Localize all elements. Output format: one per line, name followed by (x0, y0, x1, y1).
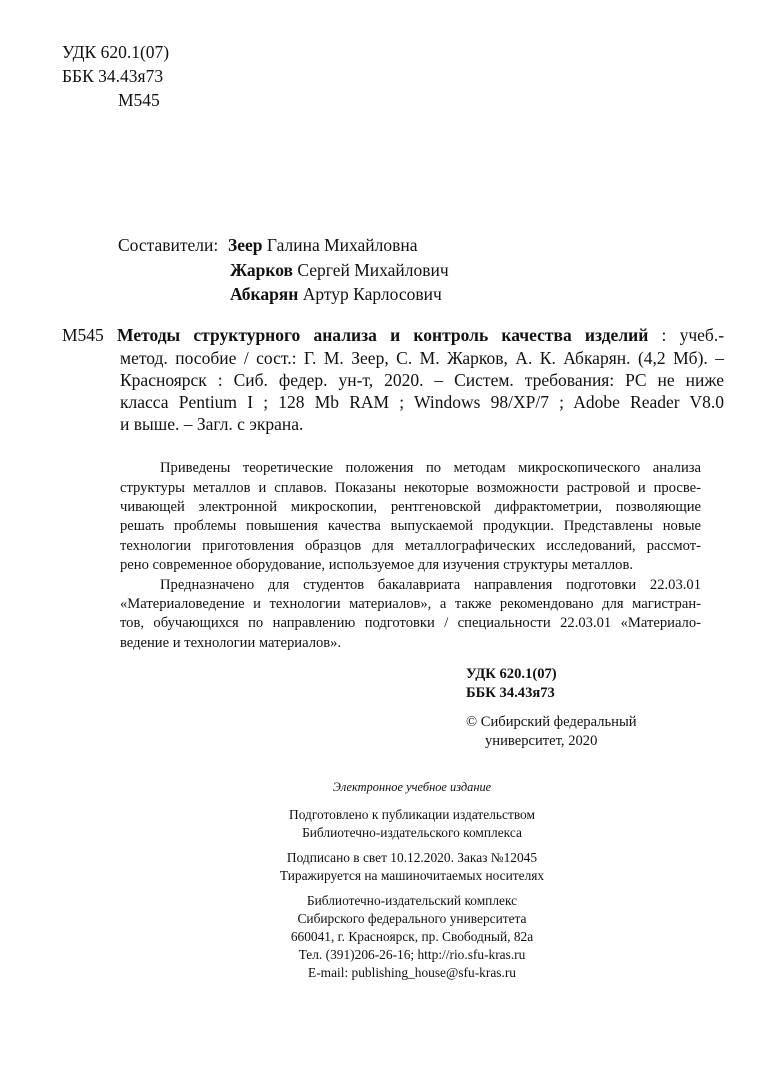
imprint-line: 660041, г. Красноярск, пр. Свободный, 82а (290, 929, 534, 944)
author-mark: М545 (118, 90, 160, 110)
copyright-line-1: © Сибирский федеральный (466, 714, 637, 730)
given-name: Галина Михайловна (266, 235, 418, 255)
bibliographic-line: метод. пособие / сост.: Г. М. Зеер, С. М. Жарков, А. К. Абкарян. (4,2 Мб). – (120, 348, 724, 368)
imprint-line: Тел. (391)206-26-16; http://rio.sfu-kras.ru (298, 947, 526, 962)
annotation-line: тов, обучающихся по направлению подготовки / специальности 22.03.01 «Материало- (120, 615, 701, 631)
imprint-line: Тиражируется на машиночитаемых носителях (279, 868, 545, 883)
book-title: Методы структурного анализа и контроль качества изделий (117, 325, 649, 345)
bib-text: : учеб.- (661, 325, 725, 345)
compiler-1 (228, 235, 418, 256)
bbk-code: ББК 34.43я73 (62, 66, 164, 86)
imprint-line: Подписано в свет 10.12.2020. Заказ №12045 (286, 850, 538, 865)
surname: Жарков (230, 260, 293, 280)
compiler-2 (230, 260, 449, 281)
annotation-line: чивающей электронной микроскопии, рентгеновской дифрактометрии, позволяющие (120, 499, 701, 515)
annotation-line: технологии приготовления образцов для металлографических исследований, рассмот- (120, 538, 701, 554)
edition-type: Электронное учебное издание (332, 780, 492, 794)
imprint-line: E-mail: publishing_house@sfu-kras.ru (308, 965, 516, 980)
surname: Зеер (228, 235, 263, 255)
compilers-label: Составители: (118, 235, 219, 255)
imprint-line: Сибирского федерального университета (297, 911, 527, 926)
annotation-line: решать проблемы повышения качества выпускаемой продукции. Представлены новые (120, 518, 701, 534)
annotation-line: «Материаловедение и технологии материалов», а также рекомендовано для магистран- (120, 596, 701, 612)
annotation-line: ведение и технологии материалов». (120, 635, 342, 651)
compiler-3 (230, 284, 442, 305)
surname: Абкарян (230, 284, 299, 304)
imprint-line: Подготовлено к публикации издательством (289, 807, 535, 822)
imprint-line: Библиотечно-издательский комплекс (306, 893, 518, 908)
copyright-line-2: университет, 2020 (485, 733, 598, 749)
bibliographic-line: и выше. – Загл. с экрана. (120, 414, 304, 434)
footer-udk: УДК 620.1(07) (466, 666, 557, 682)
annotation-line: структуры металлов и сплавов. Показаны некоторые возможности растровой и просве- (120, 480, 701, 496)
annotation-line: Предназначено для студентов бакалавриата направления подготовки 22.03.01 (160, 577, 701, 593)
bibliographic-line-1 (62, 325, 724, 346)
annotation-line: рено современное оборудование, используемое для изучения структуры металлов. (120, 557, 633, 573)
udk-code: УДК 620.1(07) (62, 42, 170, 62)
bibliographic-line: класса Pentium I ; 128 Mb RAM ; Windows 98/XP/7 ; Adobe Reader V8.0 (120, 392, 724, 412)
given-name: Сергей Михайлович (297, 260, 449, 280)
bibliographic-line: Красноярск : Сиб. федер. ун-т, 2020. – Систем. требования: PC не ниже (120, 370, 724, 390)
annotation-line: Приведены теоретические положения по методам микроскопического анализа (160, 460, 701, 476)
imprint-line: Библиотечно-издательского комплекса (302, 825, 522, 840)
bib-code: М545 (62, 325, 104, 345)
given-name: Артур Карлосович (302, 284, 442, 304)
footer-bbk: ББК 34.43я73 (466, 685, 555, 701)
